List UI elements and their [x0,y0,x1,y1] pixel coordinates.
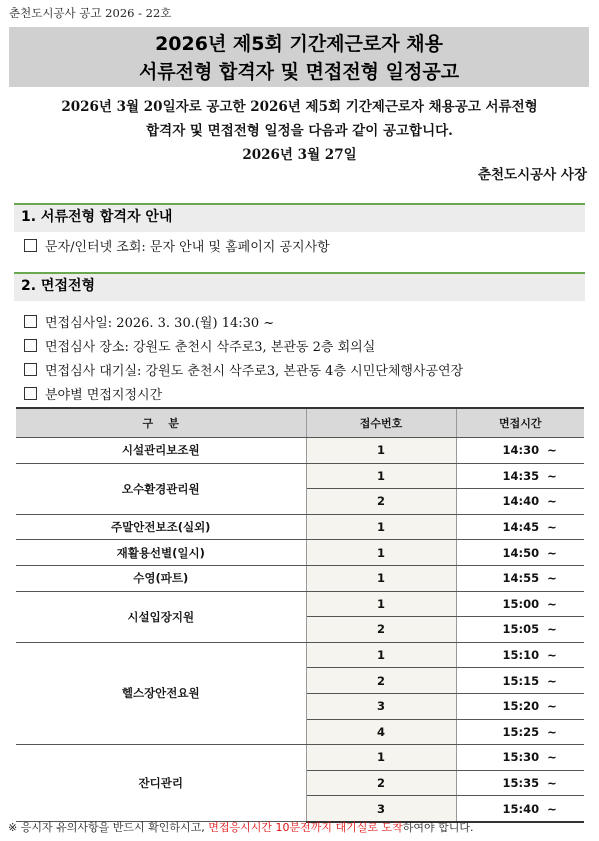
receipt-number-cell: 1 [306,565,456,591]
section-2-item [24,360,463,379]
interview-time-cell: 14:35 ~ [456,463,584,489]
signer: 춘천도시공사 사장 [477,167,587,183]
header-receipt-number: 접수번호 [306,408,456,438]
schedule-heading: 분야별 면접지정시간 [45,388,163,403]
section-1-title: 1. 서류전형 합격자 안내 [21,209,173,225]
receipt-number-cell: 3 [306,693,456,719]
interview-time-cell: 14:30 ~ [456,438,584,464]
interview-time-cell: 14:50 ~ [456,540,584,566]
header-category: 구 분 [16,408,306,438]
receipt-number-cell: 4 [306,719,456,745]
receipt-number-cell: 1 [306,438,456,464]
section-2-item [24,336,375,355]
interview-time-cell: 15:15 ~ [456,668,584,694]
interview-location: 면접심사 장소: 강원도 춘천시 삭주로3, 본관동 2층 회의실 [45,340,376,355]
receipt-number-cell: 1 [306,540,456,566]
section-1-item [24,236,330,255]
category-cell: 시설입장지원 [16,591,306,642]
category-cell: 잔디관리 [16,745,306,822]
checkbox-icon [24,339,37,352]
section-2-item [24,312,274,331]
interview-date: 면접심사일: 2026. 3. 30.(월) 14:30 ~ [45,316,275,331]
table-row [16,438,584,464]
category-cell: 오수환경관리원 [16,463,306,514]
interview-schedule-table [16,407,584,823]
header-interview-time: 면접시간 [456,408,584,438]
waiting-room: 면접심사 대기실: 강원도 춘천시 삭주로3, 본관동 4층 시민단체행사공연장 [45,364,464,379]
table-row [16,591,584,617]
table-header-row [16,408,584,438]
interview-time-cell: 15:05 ~ [456,617,584,643]
interview-time-cell: 15:10 ~ [456,642,584,668]
intro-line-1: 2026년 3월 20일자로 공고한 2026년 제5회 기간제근로자 채용공고 서류전형 [61,99,538,115]
interview-time-cell: 15:25 ~ [456,719,584,745]
title-box [9,27,589,87]
section-1-heading [14,203,585,232]
table-row [16,463,584,489]
notice-prefix: ※ 응시자 유의사항을 반드시 확인하시고, [8,821,209,834]
title-line-1: 2026년 제5회 기간제근로자 채용 [155,33,443,55]
category-cell: 수영(파트) [16,565,306,591]
table-row [16,565,584,591]
section-2-heading [14,272,585,301]
notice-highlight: 면접응시시간 10분전까지 대기실로 도착 [208,821,403,834]
checkbox-icon [24,387,37,400]
receipt-number-cell: 1 [306,745,456,771]
checkbox-icon [24,363,37,376]
interview-time-cell: 15:00 ~ [456,591,584,617]
category-cell: 주말안전보조(실외) [16,514,306,540]
category-cell: 재활용선별(일시) [16,540,306,566]
interview-time-cell: 14:55 ~ [456,565,584,591]
receipt-number-cell: 2 [306,668,456,694]
table-row [16,540,584,566]
interview-time-cell: 15:35 ~ [456,770,584,796]
table-body [16,438,584,822]
notice-suffix: 하여야 합니다. [402,821,474,834]
notice-footnote [8,819,473,835]
section-2-item [24,384,162,403]
title-line-2: 서류전형 합격자 및 면접전형 일정공고 [138,61,460,83]
checkbox-icon [24,315,37,328]
table-row [16,514,584,540]
intro-line-2: 합격자 및 면접전형 일정을 다음과 같이 공고합니다. [146,123,453,139]
announcement-date: 2026년 3월 27일 [242,147,357,163]
interview-time-cell: 15:20 ~ [456,693,584,719]
document-number: 춘천도시공사 공고 2026 - 22호 [9,6,172,20]
receipt-number-cell: 3 [306,796,456,822]
interview-time-cell: 15:40 ~ [456,796,584,822]
table-row [16,642,584,668]
interview-time-cell: 15:30 ~ [456,745,584,771]
receipt-number-cell: 2 [306,617,456,643]
checkbox-icon [24,239,37,252]
category-cell: 시설관리보조원 [16,438,306,464]
receipt-number-cell: 2 [306,770,456,796]
table-row [16,745,584,771]
receipt-number-cell: 1 [306,591,456,617]
receipt-number-cell: 1 [306,514,456,540]
interview-time-cell: 14:45 ~ [456,514,584,540]
category-cell: 헬스장안전요원 [16,642,306,744]
receipt-number-cell: 1 [306,642,456,668]
interview-time-cell: 14:40 ~ [456,489,584,515]
section-1-item-text: 문자/인터넷 조회: 문자 안내 및 홈페이지 공지사항 [45,240,330,255]
receipt-number-cell: 1 [306,463,456,489]
receipt-number-cell: 2 [306,489,456,515]
section-2-title: 2. 면접전형 [21,278,96,294]
